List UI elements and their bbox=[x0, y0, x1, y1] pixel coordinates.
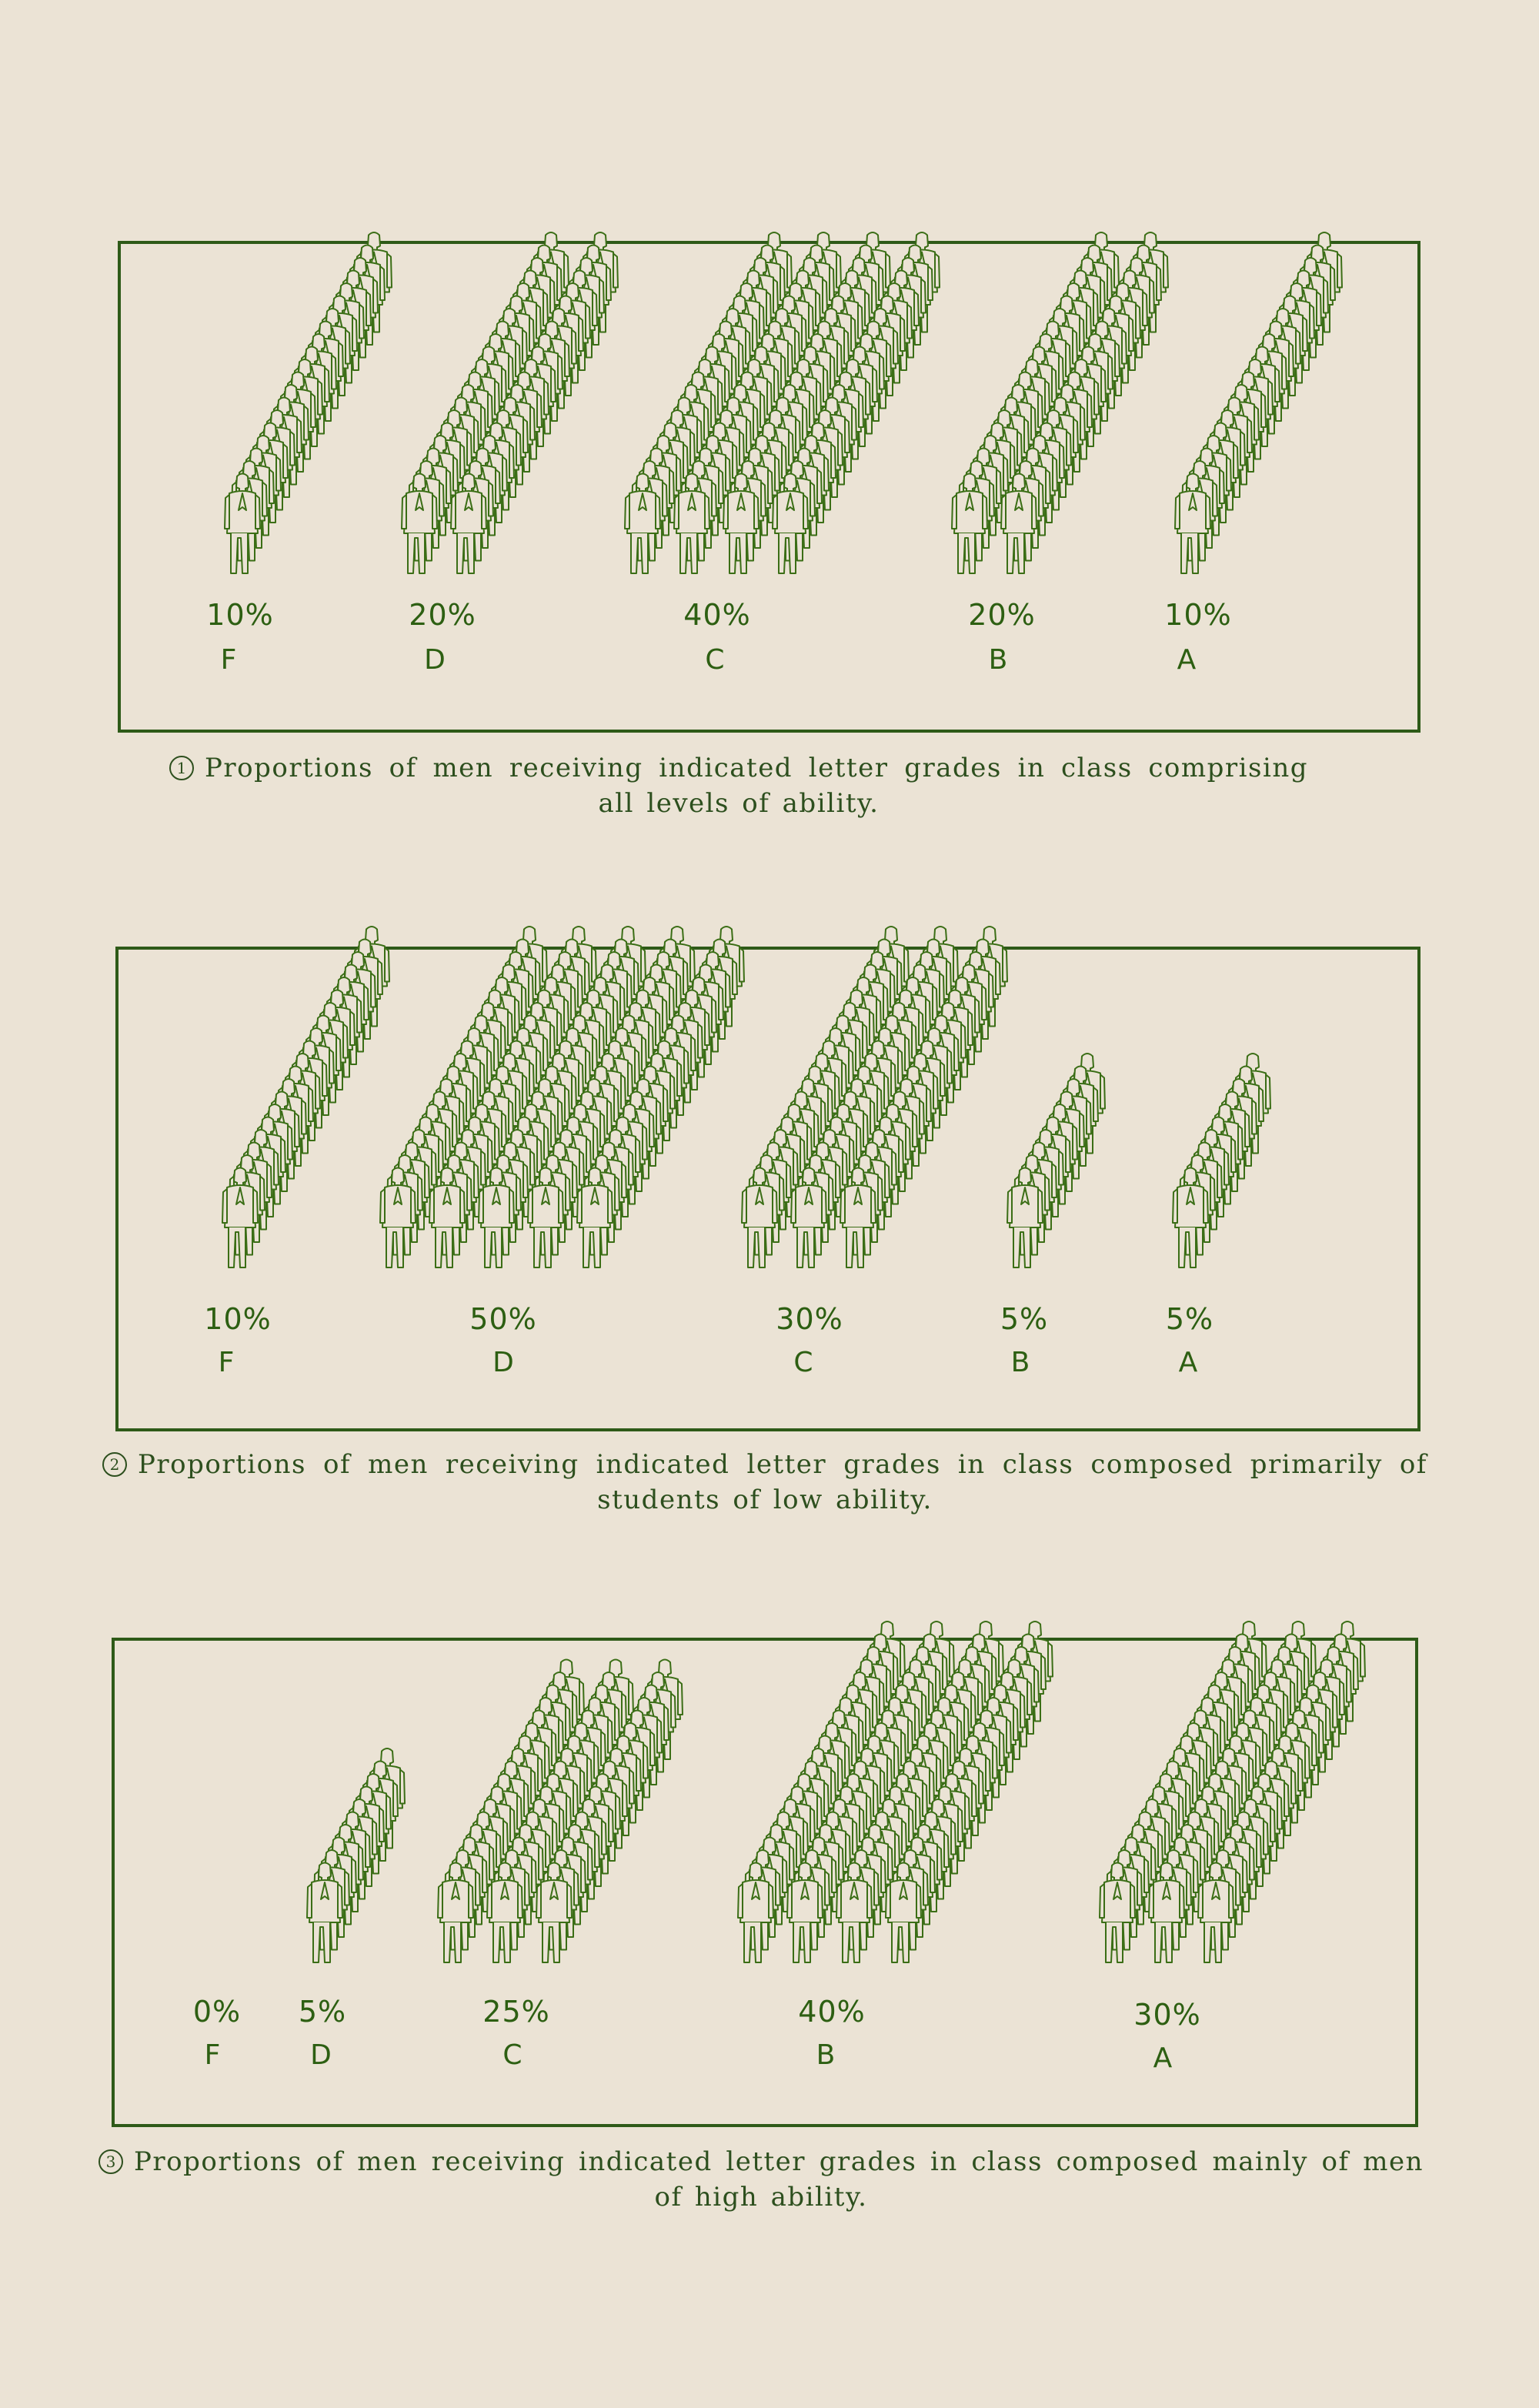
figure-group-1-a bbox=[1175, 232, 1342, 573]
value-label-2-a: 5% bbox=[1165, 1302, 1214, 1336]
pictograph-chart-2 bbox=[119, 950, 1424, 1434]
caption-text-1: Proportions of men receiving indicated letter grades in class comprising all levels of ability. bbox=[205, 753, 1308, 819]
value-label-2-c: 30% bbox=[776, 1302, 843, 1336]
value-label-3-a: 30% bbox=[1133, 1998, 1201, 2032]
figure-group-3-d bbox=[307, 1748, 405, 1962]
chart-caption-1 bbox=[169, 750, 1308, 821]
grade-label-3-c: C bbox=[502, 2039, 522, 2071]
grade-label-3-a: A bbox=[1153, 2042, 1173, 2074]
grade-label-1-c: C bbox=[705, 644, 725, 676]
figure-group-2-d bbox=[380, 927, 744, 1267]
figure-group-3-b bbox=[738, 1621, 1053, 1962]
value-label-1-b: 20% bbox=[968, 598, 1036, 632]
figure-group-2-b bbox=[1007, 1054, 1105, 1267]
figure-group-3-c bbox=[438, 1660, 683, 1963]
figure-group-1-c bbox=[625, 232, 940, 573]
grade-label-2-f: F bbox=[218, 1347, 235, 1378]
caption-number-3: 3 bbox=[98, 2149, 123, 2174]
grade-label-1-d: D bbox=[424, 644, 446, 676]
value-label-1-a: 10% bbox=[1164, 598, 1232, 632]
value-label-1-c: 40% bbox=[683, 598, 751, 632]
figure-group-1-d bbox=[402, 232, 618, 573]
caption-text-2: Proportions of men receiving indicated letter grades in class composed primarily of students of low ability. bbox=[138, 1449, 1427, 1515]
chart-panel-1 bbox=[118, 241, 1420, 733]
grade-label-2-a: A bbox=[1178, 1347, 1198, 1378]
figure-group-2-c bbox=[742, 927, 1007, 1267]
value-label-3-d: 5% bbox=[298, 1995, 347, 2029]
chart-panel-3 bbox=[112, 1638, 1418, 2127]
chart-panel-2 bbox=[115, 947, 1420, 1431]
figure-group-2-a bbox=[1173, 1054, 1270, 1267]
grade-label-2-d: D bbox=[492, 1347, 514, 1378]
figure-group-3-a bbox=[1100, 1621, 1365, 1962]
grade-label-1-a: A bbox=[1177, 644, 1197, 676]
value-label-3-c: 25% bbox=[482, 1995, 550, 2029]
value-label-1-f: 10% bbox=[206, 598, 274, 632]
grade-label-3-b: B bbox=[816, 2039, 836, 2071]
grade-label-3-d: D bbox=[310, 2039, 332, 2071]
figure-group-1-f bbox=[225, 232, 392, 573]
grade-label-3-f: F bbox=[204, 2039, 221, 2071]
grade-label-2-b: B bbox=[1010, 1347, 1030, 1378]
grade-label-1-f: F bbox=[220, 644, 237, 676]
value-label-2-d: 50% bbox=[469, 1302, 537, 1336]
pictograph-chart-1 bbox=[121, 244, 1424, 736]
chart-caption-2 bbox=[102, 1447, 1427, 1518]
value-label-1-d: 20% bbox=[409, 598, 476, 632]
value-label-2-b: 5% bbox=[1000, 1302, 1049, 1336]
value-label-3-f: 0% bbox=[192, 1995, 242, 2029]
figure-group-2-f bbox=[222, 927, 389, 1267]
caption-number-1: 1 bbox=[169, 756, 194, 780]
caption-number-2: 2 bbox=[102, 1452, 127, 1477]
caption-text-3: Proportions of men receiving indicated letter grades in class composed mainly of men of high ability. bbox=[134, 2146, 1424, 2213]
grade-label-2-c: C bbox=[793, 1347, 813, 1378]
grade-label-1-b: B bbox=[988, 644, 1008, 676]
value-label-3-b: 40% bbox=[798, 1995, 866, 2029]
chart-caption-3 bbox=[98, 2144, 1424, 2215]
value-label-2-f: 10% bbox=[204, 1302, 272, 1336]
figure-group-1-b bbox=[952, 232, 1168, 573]
